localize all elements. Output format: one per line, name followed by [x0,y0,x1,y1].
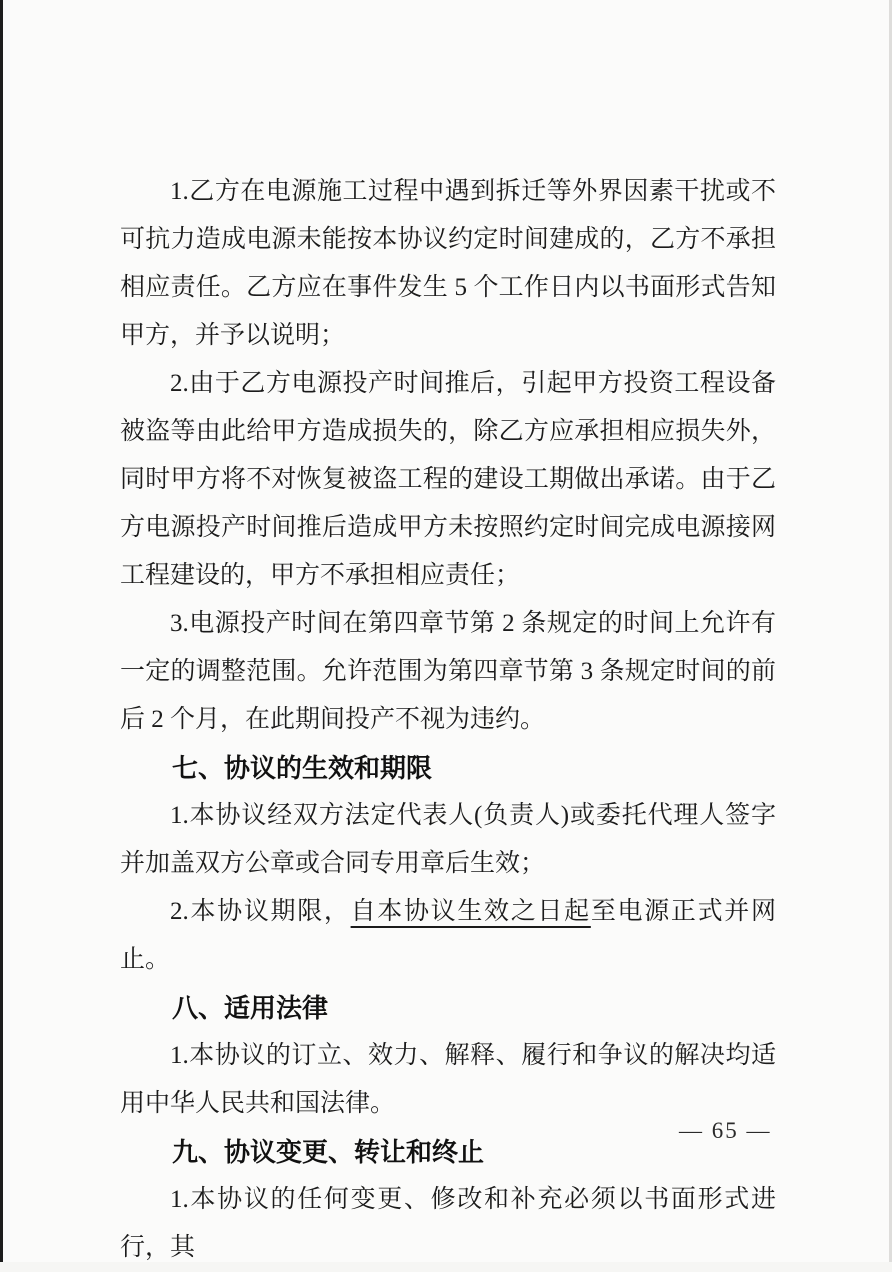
clause-paragraph-8-1: 1.本协议的订立、效力、解释、履行和争议的解决均适用中华人民共和国法律。 [120,1042,776,1117]
clause-text-prefix: 2.本协议期限， [170,898,351,925]
clause-paragraph-7-2 [120,888,776,984]
clause-text-suffix: 至电源正式并网止。 [120,898,776,973]
section-heading-8: 八、适用法律 [172,993,329,1023]
section-heading-7: 七、协议的生效和期限 [172,753,433,783]
clause-paragraph-9-1: 1.本协议的任何变更、修改和补充必须以书面形式进行，其 [120,1186,776,1261]
clause-paragraph-2: 2.由于乙方电源投产时间推后，引起甲方投资工程设备被盗等由此给甲方造成损失的，除乙方应承担相应损失外，同时甲方将不对恢复被盗工程的建设工期做出承诺。由于乙方电源投产时间推后造成甲方未按照约定时间完成电源接网工程建设的，甲方不承担相应责任； [120,370,776,589]
clause-paragraph-1: 1.乙方在电源施工过程中遇到拆迁等外界因素干扰或不可抗力造成电源未能按本协议约定时间建成的，乙方不承担相应责任。乙方应在事件发生 5 个工作日内以书面形式告知甲方，并予以说明； [120,178,776,349]
document-page [3,0,889,1262]
document-body [120,168,776,1272]
clause-paragraph-7-1: 1.本协议经双方法定代表人(负责人)或委托代理人签字并加盖双方公章或合同专用章后生效； [120,802,776,877]
page-number: — 65 — [679,1118,772,1143]
section-heading-9: 九、协议变更、转让和终止 [172,1137,485,1167]
clause-paragraph-3: 3.电源投产时间在第四章节第 2 条规定的时间上允许有一定的调整范围。允许范围为第四章节第 3 条规定时间的前后 2 个月，在此期间投产不视为违约。 [120,610,776,733]
underlined-clause-text: 自本协议生效之日起 [350,898,591,925]
